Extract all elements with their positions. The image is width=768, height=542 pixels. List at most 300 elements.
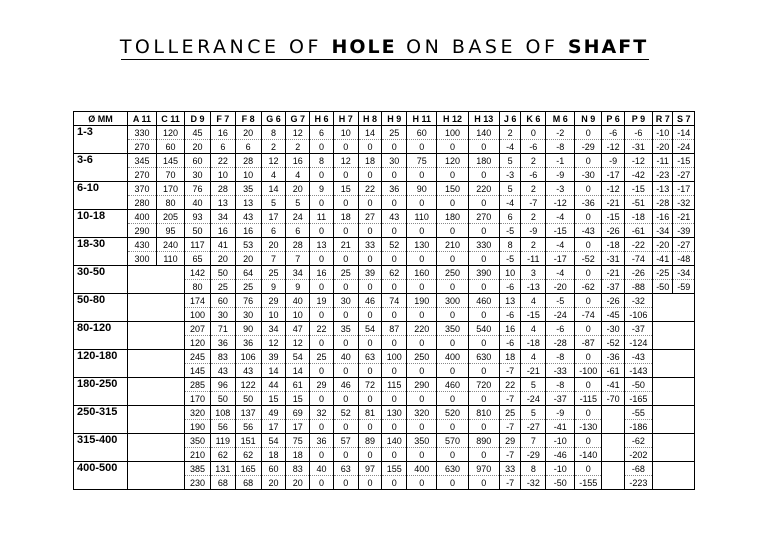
tolerance-lower-value: -6 [521,140,546,154]
tolerance-upper-value: 165 [235,462,261,476]
tolerance-lower-value: 17 [286,420,310,434]
tolerance-upper-value: 970 [468,462,499,476]
tolerance-lower-value: 0 [407,196,437,210]
tolerance-lower-value: -61 [602,364,625,378]
tolerance-upper-value: 34 [286,266,310,280]
tolerance-upper-value: 20 [261,238,286,252]
tolerance-lower-value: -6 [499,336,521,350]
tolerance-upper-value: 430 [127,238,156,252]
size-range-cell: 400-500 [74,462,128,490]
tolerance-lower-value: 0 [382,308,407,322]
tolerance-upper-value: 40 [310,462,334,476]
tolerance-upper-value: 96 [210,378,235,392]
tolerance-lower-value: -32 [521,476,546,490]
tolerance-upper-value: 220 [407,322,437,336]
tolerance-upper-value: 100 [437,126,468,140]
tolerance-lower-value: 0 [333,476,358,490]
tolerance-lower-value: 0 [407,252,437,266]
header-d9: D 9 [185,112,211,126]
tolerance-upper-value: 0 [575,154,602,168]
tolerance-upper-value: 39 [358,266,382,280]
tolerance-lower-value: -7 [499,448,521,462]
tolerance-upper-value: 140 [468,126,499,140]
tolerance-upper-value: 0 [575,182,602,196]
tolerance-upper-value: 205 [157,210,185,224]
title-shaft: SHAFT [567,36,649,58]
tolerance-lower-value: 0 [358,252,382,266]
tolerance-upper-value: 155 [382,462,407,476]
tolerance-lower-value: -30 [575,168,602,182]
tolerance-upper-value: 3 [521,266,546,280]
tolerance-upper-value: -27 [673,238,695,252]
tolerance-upper-value: 10 [499,266,521,280]
tolerance-lower-value: 12 [286,336,310,350]
header-diameter-mm: Ø MM [74,112,128,126]
tolerance-upper-value: 49 [261,406,286,420]
tolerance-upper-value: 174 [185,294,211,308]
tolerance-lower-value: 56 [235,420,261,434]
tolerance-upper-value: -62 [624,434,652,448]
tolerance-lower-value: -23 [652,168,672,182]
tolerance-upper-value: -50 [624,378,652,392]
tolerance-upper-value: 20 [235,126,261,140]
tolerance-upper-value: 34 [261,322,286,336]
tolerance-upper-value: -36 [602,350,625,364]
header-n9: N 9 [575,112,602,126]
tolerance-upper-value: -4 [546,266,575,280]
tolerance-lower-value: -61 [624,224,652,238]
tolerance-upper-value: 2 [521,154,546,168]
tolerance-lower-value: -28 [652,196,672,210]
tolerance-lower-value: 17 [261,420,286,434]
tolerance-upper-value: 90 [235,322,261,336]
tolerance-upper-value: 2 [521,210,546,224]
tolerance-upper-value: 122 [235,378,261,392]
tolerance-upper-value: -9 [546,406,575,420]
tolerance-lower-value: 0 [437,336,468,350]
tolerance-upper-value: 370 [127,182,156,196]
tolerance-upper-value: -6 [546,322,575,336]
tolerance-lower-value: 0 [310,196,334,210]
table-row-upper [74,294,695,308]
tolerance-upper-value: -13 [652,182,672,196]
tolerance-lower-value: -29 [575,140,602,154]
tolerance-upper-value: 12 [333,154,358,168]
tolerance-upper-value: 76 [185,182,211,196]
tolerance-upper-value: 18 [499,350,521,364]
tolerance-lower-value: 0 [382,252,407,266]
tolerance-upper-value: 150 [437,182,468,196]
tolerance-lower-value: 20 [286,476,310,490]
empty-cell [602,406,625,434]
title-part-2: ON BASE OF [406,36,559,58]
header-p9: P 9 [624,112,652,126]
tolerance-lower-value: 0 [310,280,334,294]
tolerance-upper-value: 0 [521,126,546,140]
tolerance-lower-value: 0 [310,336,334,350]
tolerance-upper-value: 207 [185,322,211,336]
tolerance-lower-value: 16 [210,224,235,238]
tolerance-upper-value: 13 [310,238,334,252]
table-row-upper [74,350,695,364]
tolerance-upper-value: -12 [624,154,652,168]
tolerance-upper-value: 60 [407,126,437,140]
tolerance-upper-value: 53 [235,238,261,252]
tolerance-upper-value: 240 [157,238,185,252]
tolerance-lower-value: -155 [575,476,602,490]
tolerance-upper-value: 63 [333,462,358,476]
tolerance-upper-value: 33 [499,462,521,476]
tolerance-lower-value: 0 [437,448,468,462]
tolerance-lower-value: -223 [624,476,652,490]
tolerance-upper-value: 22 [210,154,235,168]
page-title [0,36,768,58]
tolerance-upper-value: 130 [382,406,407,420]
tolerance-upper-value: 120 [157,126,185,140]
tolerance-lower-value: 4 [261,168,286,182]
tolerance-lower-value: -31 [624,140,652,154]
tolerance-upper-value: 245 [185,350,211,364]
tolerance-lower-value: -124 [624,336,652,350]
tolerance-lower-value: -46 [546,448,575,462]
tolerance-upper-value: 2 [521,182,546,196]
tolerance-upper-value: 8 [521,462,546,476]
tolerance-lower-value: 100 [185,308,211,322]
tolerance-upper-value: 290 [407,378,437,392]
tolerance-upper-value: 630 [437,462,468,476]
header-g7: G 7 [286,112,310,126]
title-hole: HOLE [331,36,397,58]
tolerance-upper-value: 14 [358,126,382,140]
tolerance-lower-value: 0 [437,168,468,182]
table-row-upper [74,238,695,252]
tolerance-lower-value: -27 [673,168,695,182]
tolerance-lower-value: -11 [521,252,546,266]
tolerance-upper-value: -68 [624,462,652,476]
tolerance-lower-value: 0 [382,364,407,378]
empty-cell [127,434,184,462]
tolerance-lower-value: 50 [210,392,235,406]
tolerance-lower-value: -41 [546,420,575,434]
tolerance-lower-value: -52 [602,336,625,350]
tolerance-lower-value: -5 [499,252,521,266]
tolerance-lower-value: 0 [437,280,468,294]
tolerance-upper-value: 60 [261,462,286,476]
tolerance-lower-value: 15 [286,392,310,406]
tolerance-lower-value: 0 [468,420,499,434]
tolerance-lower-value: 62 [210,448,235,462]
tolerance-lower-value: 10 [210,168,235,182]
tolerance-lower-value: 0 [407,336,437,350]
tolerance-lower-value: -59 [673,280,695,294]
tolerance-upper-value: 12 [261,154,286,168]
tolerance-lower-value: 0 [358,392,382,406]
tolerance-upper-value: 20 [286,182,310,196]
tolerance-upper-value: -8 [546,378,575,392]
tolerance-lower-value: 0 [310,224,334,238]
tolerance-upper-value: 330 [468,238,499,252]
tolerance-lower-value: 0 [310,448,334,462]
tolerance-lower-value: 0 [310,140,334,154]
size-range-cell: 315-400 [74,434,128,462]
tolerance-lower-value: 0 [382,224,407,238]
tolerance-upper-value: 6 [499,210,521,224]
tolerance-upper-value: 460 [468,294,499,308]
tolerance-lower-value: 190 [185,420,211,434]
tolerance-lower-value: 300 [127,252,156,266]
table-row-lower [74,168,695,182]
tolerance-lower-value: 0 [333,420,358,434]
empty-cell [652,378,694,406]
tolerance-lower-value: -32 [673,196,695,210]
tolerance-upper-value: 39 [261,350,286,364]
tolerance-upper-value: 0 [575,210,602,224]
tolerance-lower-value: -7 [499,420,521,434]
tolerance-lower-value: -115 [575,392,602,406]
tolerance-upper-value: 13 [499,294,521,308]
tolerance-lower-value: 0 [407,168,437,182]
tolerance-lower-value: -12 [602,140,625,154]
tolerance-upper-value: 75 [407,154,437,168]
tolerance-upper-value: 40 [333,350,358,364]
tolerance-lower-value: -6 [521,168,546,182]
tolerance-lower-value: -51 [624,196,652,210]
tolerance-upper-value: 83 [210,350,235,364]
tolerance-lower-value: 0 [358,140,382,154]
tolerance-upper-value: 18 [333,210,358,224]
tolerance-lower-value: -24 [546,308,575,322]
tolerance-upper-value: -21 [602,266,625,280]
tolerance-upper-value: 43 [382,210,407,224]
tolerance-upper-value: 140 [382,434,407,448]
tolerance-upper-value: 12 [286,126,310,140]
size-range-cell: 120-180 [74,350,128,378]
tolerance-lower-value: 0 [468,392,499,406]
tolerance-upper-value: 300 [437,294,468,308]
tolerance-upper-value: 30 [333,294,358,308]
header-p6: P 6 [602,112,625,126]
tolerance-lower-value: -7 [499,476,521,490]
tolerance-upper-value: 350 [437,322,468,336]
tolerance-lower-value: 0 [468,140,499,154]
tolerance-upper-value: -2 [546,126,575,140]
tolerance-lower-value: 30 [210,308,235,322]
table-row-upper [74,210,695,224]
tolerance-upper-value: 57 [333,434,358,448]
tolerance-upper-value: 71 [210,322,235,336]
tolerance-upper-value: 89 [358,434,382,448]
tolerance-lower-value: -21 [602,196,625,210]
tolerance-lower-value: 0 [437,476,468,490]
tolerance-upper-value: 35 [333,322,358,336]
tolerance-lower-value: 0 [407,140,437,154]
tolerance-upper-value: 81 [358,406,382,420]
tolerance-lower-value: 56 [210,420,235,434]
tolerance-lower-value: 10 [286,308,310,322]
tolerance-lower-value: 270 [127,168,156,182]
empty-cell [127,350,184,378]
tolerance-upper-value: 36 [382,182,407,196]
tolerance-upper-value: 0 [575,378,602,392]
tolerance-lower-value: 0 [310,364,334,378]
tolerance-lower-value: -4 [499,140,521,154]
tolerance-lower-value: 0 [468,168,499,182]
empty-cell [127,266,184,294]
tolerance-upper-value: 2 [499,126,521,140]
tolerance-lower-value: -17 [546,252,575,266]
tolerance-lower-value: 65 [185,252,211,266]
empty-cell [652,434,694,462]
tolerance-lower-value: 0 [382,140,407,154]
tolerance-lower-value: 0 [382,280,407,294]
tolerance-upper-value: 60 [185,154,211,168]
tolerance-upper-value: 540 [468,322,499,336]
tolerance-upper-value: 16 [499,322,521,336]
tolerance-lower-value: 30 [185,168,211,182]
tolerance-lower-value: 0 [468,224,499,238]
tolerance-upper-value: 32 [310,406,334,420]
tolerance-lower-value: 0 [333,168,358,182]
tolerance-lower-value: 10 [235,168,261,182]
tolerance-lower-value: 14 [261,364,286,378]
table-row-upper [74,378,695,392]
tolerance-lower-value: 0 [333,448,358,462]
tolerance-lower-value: -20 [546,280,575,294]
tolerance-upper-value: 16 [310,266,334,280]
tolerance-upper-value: 43 [235,210,261,224]
tolerance-lower-value: 0 [437,140,468,154]
empty-cell [127,462,184,490]
tolerance-upper-value: -41 [602,378,625,392]
tolerance-upper-value: -20 [652,238,672,252]
header-s7: S 7 [673,112,695,126]
tolerance-upper-value: 62 [382,266,407,280]
tolerance-lower-value: 0 [437,252,468,266]
table-row-lower [74,252,695,266]
tolerance-lower-value: -18 [521,336,546,350]
tolerance-lower-value: -9 [521,224,546,238]
tolerance-lower-value: 0 [468,196,499,210]
tolerance-lower-value: 7 [286,252,310,266]
tolerance-upper-value: 29 [261,294,286,308]
tolerance-upper-value: -10 [546,434,575,448]
tolerance-upper-value: 5 [499,154,521,168]
tolerance-upper-value: -3 [546,182,575,196]
title-part-1: TOLLERANCE OF [119,36,322,58]
tolerance-upper-value: 100 [382,350,407,364]
tolerance-lower-value: 0 [358,224,382,238]
tolerance-upper-value: 0 [575,266,602,280]
tolerance-upper-value: 25 [382,126,407,140]
tolerance-upper-value: 16 [286,154,310,168]
tolerance-lower-value: 0 [333,280,358,294]
tolerance-lower-value: 0 [310,392,334,406]
tolerance-lower-value: 5 [286,196,310,210]
size-range-cell: 10-18 [74,210,128,238]
tolerance-upper-value: 83 [286,462,310,476]
tolerance-upper-value: -16 [652,210,672,224]
tolerance-lower-value: 6 [286,224,310,238]
size-range-cell: 3-6 [74,154,128,182]
tolerance-upper-value: -1 [546,154,575,168]
table-row-upper [74,434,695,448]
tolerance-lower-value: 0 [437,420,468,434]
tolerance-lower-value: -37 [546,392,575,406]
table-header-row [74,112,695,126]
tolerance-lower-value: 0 [437,364,468,378]
tolerance-lower-value: 0 [358,196,382,210]
tolerance-lower-value: 0 [382,196,407,210]
tolerance-upper-value: 400 [407,462,437,476]
tolerance-upper-value: 90 [407,182,437,196]
tolerance-upper-value: 890 [468,434,499,448]
tolerance-lower-value: 0 [407,308,437,322]
tolerance-lower-value: -34 [652,224,672,238]
tolerance-upper-value: -6 [602,126,625,140]
header-g6: G 6 [261,112,286,126]
tolerance-upper-value: -26 [624,266,652,280]
header-f7: F 7 [210,112,235,126]
tolerance-upper-value: -17 [673,182,695,196]
size-range-cell: 80-120 [74,322,128,350]
tolerance-upper-value: 7 [521,434,546,448]
tolerance-lower-value: -143 [624,364,652,378]
tolerance-lower-value: -4 [499,196,521,210]
tolerance-upper-value: 22 [499,378,521,392]
tolerance-upper-value: -6 [624,126,652,140]
header-j6: J 6 [499,112,521,126]
tolerance-lower-value: -15 [521,308,546,322]
tolerance-lower-value: 120 [185,336,211,350]
size-range-cell: 1-3 [74,126,128,154]
tolerance-lower-value: 20 [185,140,211,154]
tolerance-upper-value: 69 [286,406,310,420]
tolerance-table [73,111,695,490]
tolerance-lower-value: 0 [407,392,437,406]
tolerance-lower-value: 0 [468,336,499,350]
tolerance-lower-value: -62 [575,280,602,294]
tolerance-upper-value: 115 [382,378,407,392]
table-row-upper [74,182,695,196]
table-row-upper [74,266,695,280]
tolerance-lower-value: 0 [437,196,468,210]
table-row-lower [74,140,695,154]
tolerance-lower-value: -88 [624,280,652,294]
tolerance-lower-value: 0 [407,448,437,462]
empty-cell [652,294,694,322]
tolerance-lower-value: 80 [157,196,185,210]
tolerance-lower-value: -43 [575,224,602,238]
tolerance-upper-value: 390 [468,266,499,280]
tolerance-upper-value: 22 [358,182,382,196]
tolerance-lower-value: 9 [286,280,310,294]
tolerance-lower-value: 0 [358,476,382,490]
header-h6: H 6 [310,112,334,126]
tolerance-lower-value: 0 [310,308,334,322]
tolerance-lower-value: 0 [437,392,468,406]
header-h13: H 13 [468,112,499,126]
tolerance-lower-value: -7 [499,392,521,406]
header-h11: H 11 [407,112,437,126]
table-row-upper [74,462,695,476]
tolerance-upper-value: -26 [602,294,625,308]
tolerance-upper-value: 8 [499,238,521,252]
tolerance-upper-value: 41 [210,238,235,252]
size-range-cell: 30-50 [74,266,128,294]
header-c11: C 11 [157,112,185,126]
tolerance-lower-value: -27 [521,420,546,434]
tolerance-upper-value: -22 [624,238,652,252]
